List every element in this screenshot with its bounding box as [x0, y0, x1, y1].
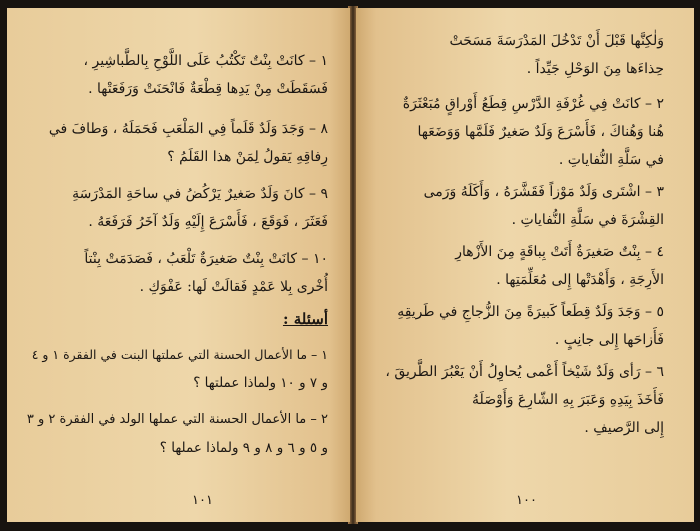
question-line: ١ – ما الأعمال الحسنة التي عملتها البنت في الفقرة ١ و ٤: [31, 347, 328, 362]
left-page: [7, 8, 350, 522]
text-line: ٦ – رَأى وَلَدٌ شَيْخاً أَعْمى يُحاوِلُ أَنْ يَعْبُرَ الطَّريقَ ،: [385, 364, 664, 380]
page-number: ١٠١: [192, 493, 213, 508]
text-line: حِذاءَها مِنَ الوَحْلِ جَيِّداً .: [526, 61, 664, 77]
text-line: ٩ – كانَ وَلَدٌ صَغيرٌ يَرْكُضُ في ساحَةِ المَدْرَسَةِ: [72, 186, 328, 202]
question-line: ٢ – ما الأعمال الحسنة التي عملها الولد في الفقرة ٢ و ٣: [26, 412, 328, 427]
question-line: و ٥ و ٦ و ٨ و ٩ ولماذا عملها ؟: [159, 440, 328, 456]
text-line: فَسَقَطَتْ مِنْ يَدِها قِطْعَةٌ فَانْحَنَتْ وَرَفَعَتْها .: [88, 81, 328, 97]
page-number: ١٠٠: [516, 493, 537, 508]
text-line: رِفاقِهِ يَقولُ لِمَنْ هذا القَلَمُ ؟: [167, 149, 328, 165]
text-line: ١ – كانَتْ بِنْتٌ تَكْتُبُ عَلَى اللَّوْحِ بِالطَّباشِيرِ ،: [83, 53, 328, 69]
text-line: إِلى الرَّصيفِ .: [584, 420, 664, 436]
text-line: ٤ – بِنْتٌ صَغيرَةٌ أَتَتْ بِباقَةٍ مِنَ الأَزْهارِ: [455, 244, 664, 260]
text-line: وَلٰكِنَّها قَبْلَ أَنْ تَدْخُلَ المَدْرَسَةَ مَسَحَتْ: [449, 33, 664, 49]
text-line: أُخْرى بِلا عَمْدٍ فَقالَتْ لَها: عَفْوَكِ .: [139, 279, 328, 295]
text-line: ١٠ – كانَتْ بِنْتٌ صَغيرَةٌ تَلْعَبُ ، فَصَدَمَتْ بِنْتاً: [84, 251, 328, 267]
text-line: الأَرِجَةِ ، وَأَهْدَتْها إِلى مُعَلِّمَتِها .: [496, 272, 664, 288]
text-line: ٣ – اشْتَرى وَلَدٌ مَوْزاً فَقَشَّرَهُ ، وَأَكَلَهُ وَرَمى: [423, 184, 664, 200]
text-line: ٢ – كانَتْ فِي غُرْفَةِ الدَّرْسِ قِطَعُ أَوْراقٍ مُبَعْثَرَةٌ: [402, 96, 664, 112]
text-line: القِشْرَةَ في سَلَّةِ النُّفاياتِ .: [511, 212, 664, 228]
text-line: هُنا وَهُناكَ ، فَأَسْرَعَ وَلَدٌ صَغيرٌ فَلَمَّها وَوَضَعَها: [417, 124, 664, 140]
right-page: [356, 8, 694, 522]
text-line: ٨ – وَجَدَ وَلَدٌ قَلَماً فِي المَلْعَبِ فَحَمَلَهُ ، وَطافَ في: [48, 121, 328, 137]
text-line: فَأَزاحَها إِلى جانِبٍ .: [554, 332, 664, 348]
text-line: فَعَثَرَ ، فَوَقَعَ ، فَأَسْرَعَ إِلَيْهِ وَلَدٌ آخَرُ فَرَفَعَهُ .: [88, 214, 328, 230]
text-line: فَأَخَذَ بِيَدِهِ وَعَبَرَ بِهِ الشّارِعَ وَأَوْصَلَهُ: [472, 392, 664, 408]
questions-heading: أسئلة :: [282, 310, 328, 328]
text-line: في سَلَّةِ النُّفاياتِ .: [558, 152, 664, 168]
text-line: ٥ – وَجَدَ وَلَدٌ قِطَعاً كَبيرَةً مِنَ الزُّجاجِ في طَريقِهِ: [397, 304, 664, 320]
question-line: و ٧ و ١٠ ولماذا عملتها ؟: [193, 375, 328, 391]
